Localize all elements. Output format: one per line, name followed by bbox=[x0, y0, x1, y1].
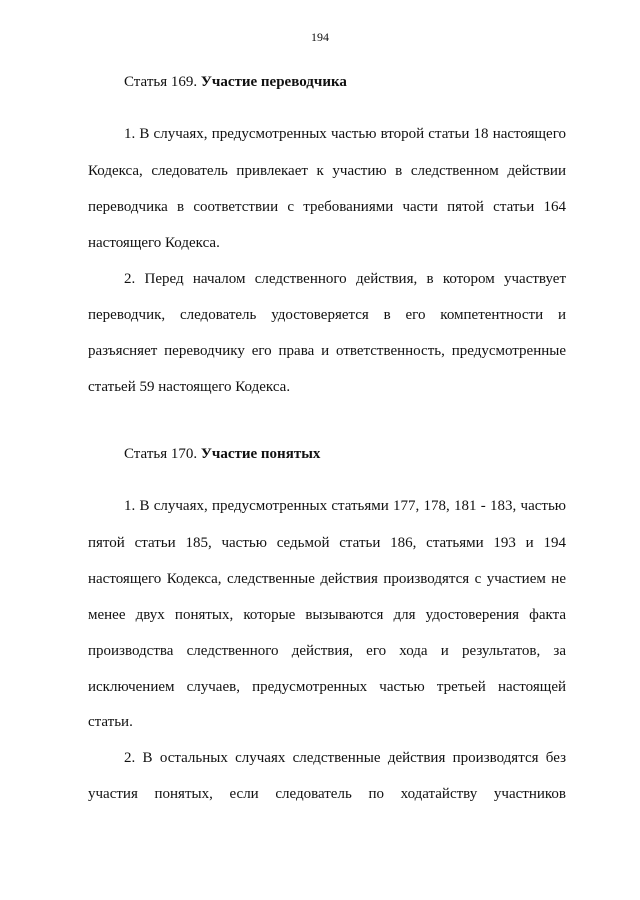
article-170-heading bbox=[124, 446, 320, 463]
text-line: 2. Перед началом следственного действия, в котором участвует bbox=[124, 271, 566, 287]
text-line: переводчика в соответствии с требованиями части пятой статьи 164 bbox=[88, 199, 566, 215]
article-169-title: Участие переводчика bbox=[200, 74, 347, 90]
text-line: настоящего Кодекса, следственные действия производятся с участием не bbox=[88, 571, 566, 587]
text-line: 1. В случаях, предусмотренных частью второй статьи 18 настоящего bbox=[124, 126, 566, 142]
text-line: производства следственного действия, его хода и результатов, за bbox=[88, 643, 566, 659]
text-line: менее двух понятых, которые вызываются для удостоверения факта bbox=[88, 607, 566, 623]
page-number: 194 bbox=[311, 30, 329, 44]
article-169-prefix: Статья 169. bbox=[124, 74, 201, 90]
text-line: 2. В остальных случаях следственные действия производятся без bbox=[124, 750, 566, 766]
text-line: 1. В случаях, предусмотренных статьями 177, 178, 181 - 183, частью bbox=[124, 498, 566, 514]
text-line: переводчик, следователь удостоверяется в его компетентности и bbox=[88, 307, 566, 323]
article-170-prefix: Статья 170. bbox=[124, 446, 201, 462]
text-line: участия понятых, если следователь по ходатайству участников bbox=[88, 786, 566, 802]
article-169-heading bbox=[124, 74, 347, 91]
text-line: разъясняет переводчику его права и ответственность, предусмотренные bbox=[88, 343, 566, 359]
text-line: статьи. bbox=[88, 714, 133, 730]
text-line: пятой статьи 185, частью седьмой статьи 186, статьями 193 и 194 bbox=[88, 535, 566, 551]
text-line: настоящего Кодекса. bbox=[88, 235, 220, 251]
article-170-title: Участие понятых bbox=[200, 446, 321, 462]
text-line: Кодекса, следователь привлекает к участию в следственном действии bbox=[88, 163, 566, 179]
text-line: исключением случаев, предусмотренных частью третьей настоящей bbox=[88, 679, 566, 695]
text-line: статьей 59 настоящего Кодекса. bbox=[88, 379, 291, 395]
